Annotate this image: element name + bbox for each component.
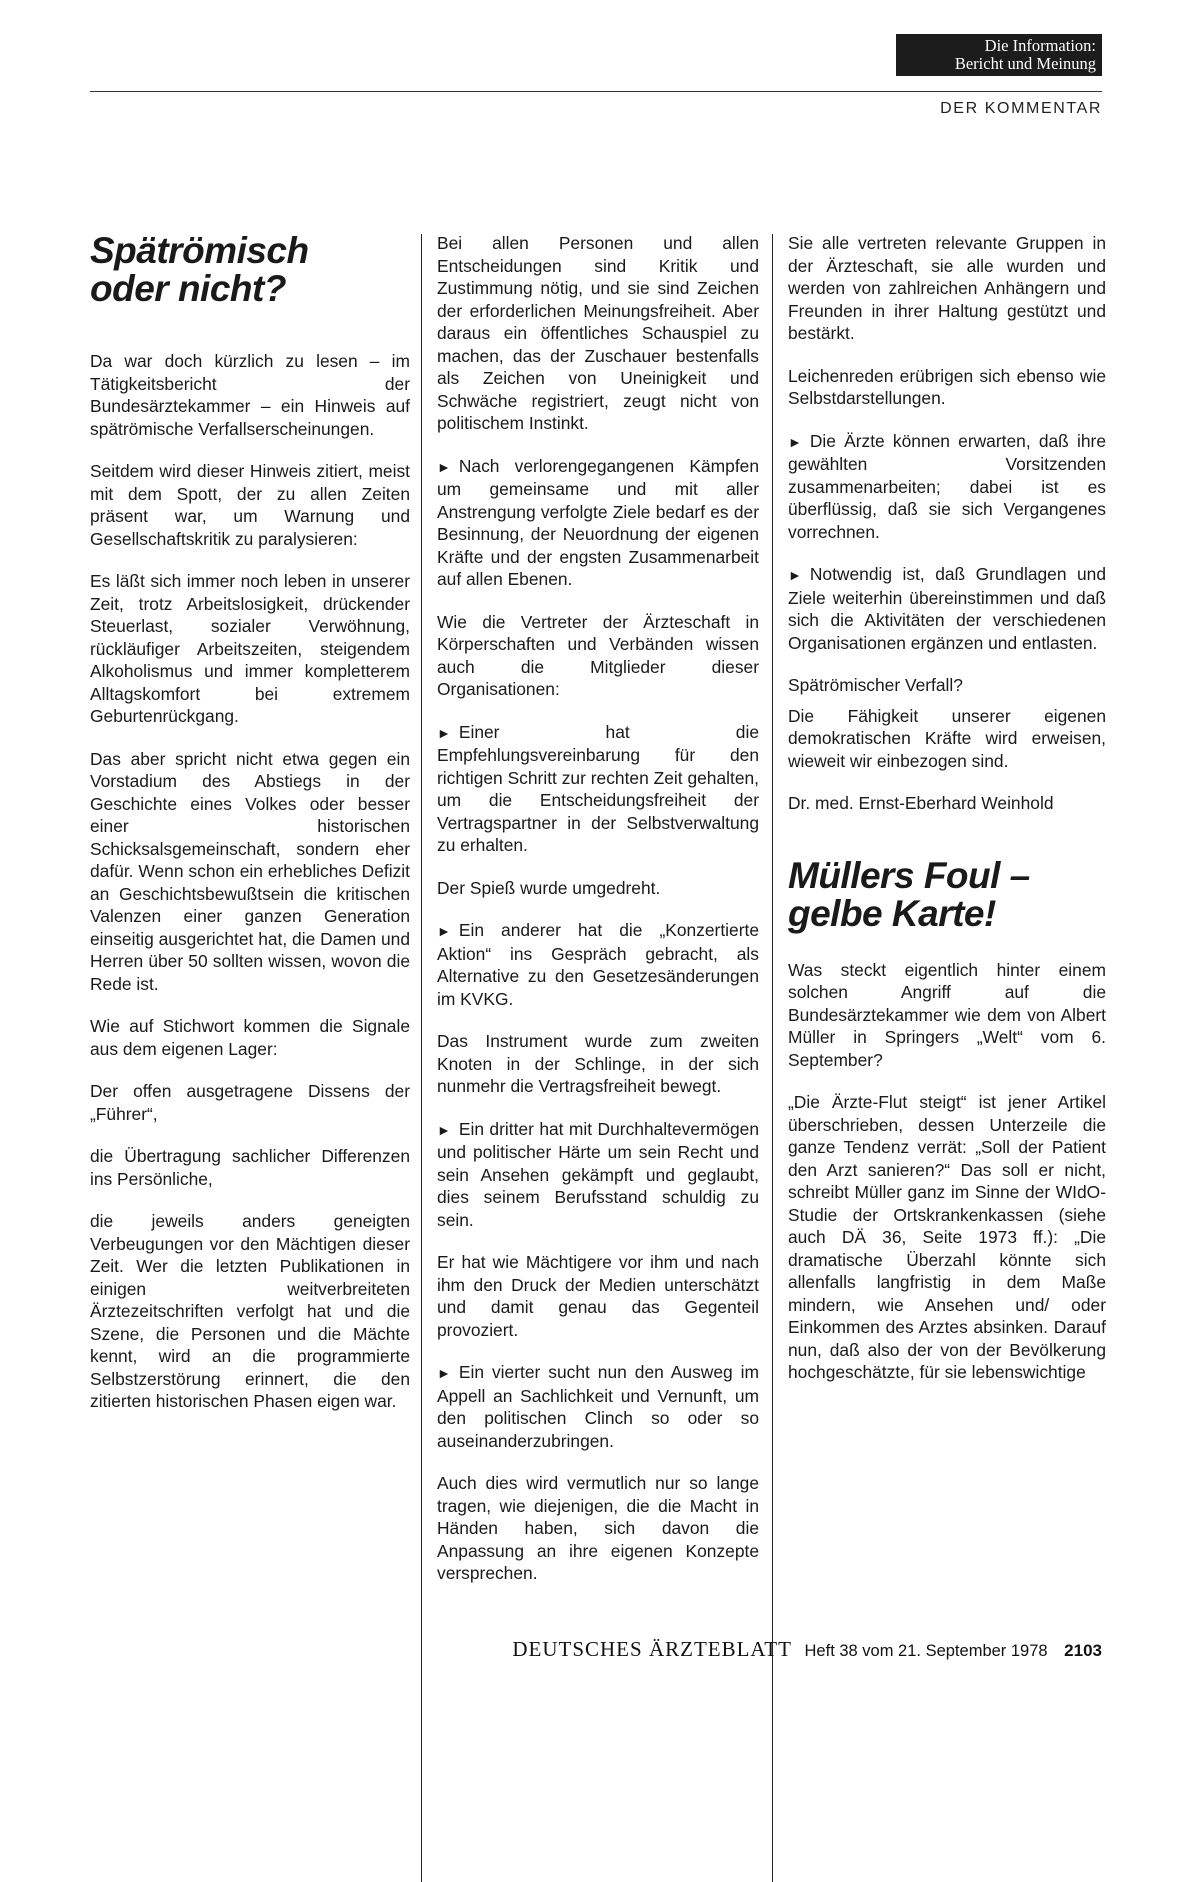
bullet-paragraph: ► Ein vierter sucht nun den Ausweg im Appell an Sachlichkeit und Vernunft, um den politischen Clinch so oder so auseinanderzubringen. (437, 1362, 759, 1451)
article2-headline: Müllers Foul – gelbe Karte! (788, 854, 1030, 934)
paragraph: Da war doch kürzlich zu lesen – im Tätigkeitsbericht der Bundesärztekammer – ein Hinweis auf spätrömische Verfallserscheinungen. (90, 351, 410, 439)
paragraph: Das aber spricht nicht etwa gegen ein Vorstadium des Abstiegs in der Geschichte eines Volkes oder besser einer historischen Schicksalsgemeinschaft, sondern eher dafür. Wenn schon ein erhebliches Defizit an Geschichtsbewußtsein die kritischen Valenzen einer ganzen Generation einseitig ausgerichtet hat, die Damen und Herren über 50 sollten wissen, wovon die Rede ist. (90, 748, 410, 994)
paragraph: Das Instrument wurde zum zweiten Knoten in der Schlinge, in der sich nunmehr die Vertragsfreiheit bewegt. (437, 1031, 759, 1096)
paragraph: Die Fähigkeit unserer eigenen demokratischen Kräfte wird erweisen, wieweit wir einbezogen sind. (788, 705, 1106, 771)
column-1 (90, 232, 410, 1433)
author-byline: Dr. med. Ernst-Eberhard Weinhold (788, 793, 1054, 813)
bullet-triangle-icon: ► (437, 724, 451, 741)
paragraph: Leichenreden erübrigen sich ebenso wie Selbstdarstellungen. (788, 365, 1106, 408)
bullet-paragraph: ► Ein dritter hat mit Durchhaltevermögen und politischer Härte um sein Recht und sein Ansehen gekämpft und geglaubt, dies seinem Berufsstand schuldig zu sein. (437, 1118, 759, 1230)
bullet-triangle-icon: ► (788, 567, 802, 583)
paragraph: Seitdem wird dieser Hinweis zitiert, meist mit dem Spott, der zu allen Zeiten präsent war, um Warnung und Gesellschaftskritik zu paralysieren: (90, 461, 410, 549)
paragraph: Es läßt sich immer noch leben in unserer Zeit, trotz Arbeitslosigkeit, drückender Steuerlast, sozialer Verwöhnung, rückläufiger Arbeitszeiten, steigendem Alkoholismus und immer kompletterem Alltagskomfort bei extremem Geburtenrückgang. (90, 571, 410, 726)
paragraph: Der Spieß wurde umgedreht. (437, 877, 661, 898)
bullet-paragraph: ► Notwendig ist, daß Grundlagen und Ziele weiterhin übereinstimmen und daß sich die Aktivitäten der verschiedenen Organisationen ergänzen und entlasten. (788, 564, 1106, 653)
journal-name: DEUTSCHES ÄRZTEBLATT (512, 1637, 792, 1661)
column-2 (437, 232, 759, 1605)
bullet-triangle-icon: ► (437, 458, 451, 475)
bullet-triangle-icon: ► (437, 1365, 451, 1381)
paragraph: die jeweils anders geneigten Verbeugungen vor den Mächtigen dieser Zeit. Wer die letzten Publikationen in einigen weitverbreiteten Ärztezeitschriften verfolgt hat und die Szene, die Personen und die Mächte kennt, wird an die programmierte Selbstzerstörung erinnert, die den zitierten historischen Phasen eigen war. (90, 1211, 410, 1411)
section-tag (896, 34, 1102, 76)
paragraph: Er hat wie Mächtigere vor ihm und nach ihm den Druck der Medien unterschätzt und damit genau das Gegenteil provoziert. (437, 1252, 759, 1340)
column-divider-2 (772, 234, 773, 1882)
paragraph: Wie die Vertreter der Ärzteschaft in Körperschaften und Verbänden wissen auch die Mitglieder dieser Organisationen: (437, 611, 759, 699)
page-number: 2103 (1064, 1641, 1102, 1660)
column-divider-1 (421, 234, 422, 1882)
top-rule (90, 91, 1102, 92)
bullet-paragraph: ► Nach verlorengegangenen Kämpfen um gemeinsame und mit aller Anstrengung verfolgte Ziele bedarf es der Besinnung, der Neuordnung der eigenen Kräfte und der engsten Zusammenarbeit auf allen Ebenen. (437, 455, 759, 589)
paragraph: Wie auf Stichwort kommen die Signale aus dem eigenen Lager: (90, 1016, 410, 1059)
paragraph: Spätrömischer Verfall? (788, 675, 963, 695)
section-tag-line1: Die Information: (984, 36, 1096, 55)
bullet-paragraph: ► Einer hat die Empfehlungsvereinbarung für den richtigen Schritt zur rechten Zeit gehalten, um die Entscheidungsfreiheit der Vertragspartner in der Selbstverwaltung zu erhalten. (437, 721, 759, 855)
article1-headline: Spätrömisch oder nicht? (90, 230, 309, 309)
paragraph: Bei allen Personen und allen Entscheidungen sind Kritik und Zustimmung nötig, und sie sind Zeichen der erforderlichen Meinungsfreiheit. Aber daraus ein öffentliches Schauspiel zu machen, das der Zuschauer bestenfalls als Zeichen von Uneinigkeit und Schwäche registriert, zeugt nicht von politischem Instinkt. (437, 233, 759, 433)
column-3 (788, 232, 1106, 1404)
issue-info: Heft 38 vom 21. September 1978 (804, 1642, 1048, 1660)
bullet-triangle-icon: ► (788, 433, 802, 450)
paragraph: Auch dies wird vermutlich nur so lange tragen, wie diejenigen, die die Macht in Händen haben, sich davon die Anpassung an ihre eigenen Konzepte versprechen. (437, 1473, 759, 1583)
paragraph: „Die Ärzte-Flut steigt“ ist jener Artikel überschrieben, dessen Unterzeile die ganze Tendenz verrät: „Soll der Patient den Arzt sanieren?“ Das soll er nicht, schreibt Müller ganz im Sinne der WIdO-Studie der Ortskrankenkassen (siehe auch DÄ 36, Seite 1973 ff.): „Die dramatische Überzahl könnte sich allenfalls langfristig in dem Maße mindern, wie Ansehen und/ oder Einkommen des Arztes absinken. Darauf nun, daß also der von der Bevölkerung hochgeschätzte, für sie lebenswichtige (788, 1092, 1106, 1382)
bullet-triangle-icon: ► (437, 1121, 451, 1138)
bullet-paragraph: ► Die Ärzte können erwarten, daß ihre gewählten Vorsitzenden zusammenarbeiten; dabei ist es überflüssig, daß sie sich Vergangenes vorrechnen. (788, 430, 1106, 542)
paragraph: die Übertragung sachlicher Differenzen ins Persönliche, (90, 1146, 410, 1189)
bullet-paragraph: ► Ein anderer hat die „Konzertierte Aktion“ ins Gespräch gebracht, als Alternative zu den Gesetzesänderungen im KVKG. (437, 920, 759, 1009)
paragraph: Sie alle vertreten relevante Gruppen in der Ärzteschaft, sie alle wurden und werden von zahlreichen Anhängern und Freunden in ihrer Haltung gestützt und bestärkt. (788, 233, 1106, 343)
section-title: DER KOMMENTAR (940, 100, 1102, 117)
page-footer (90, 1637, 1102, 1662)
bullet-triangle-icon: ► (437, 923, 451, 939)
paragraph: Was steckt eigentlich hinter einem solchen Angriff auf die Bundesärztekammer wie dem von Albert Müller in Springers „Welt“ vom 6. September? (788, 959, 1106, 1070)
section-tag-line2: Bericht und Meinung (954, 54, 1096, 73)
paragraph: Der offen ausgetragene Dissens der „Führer“, (90, 1081, 410, 1124)
